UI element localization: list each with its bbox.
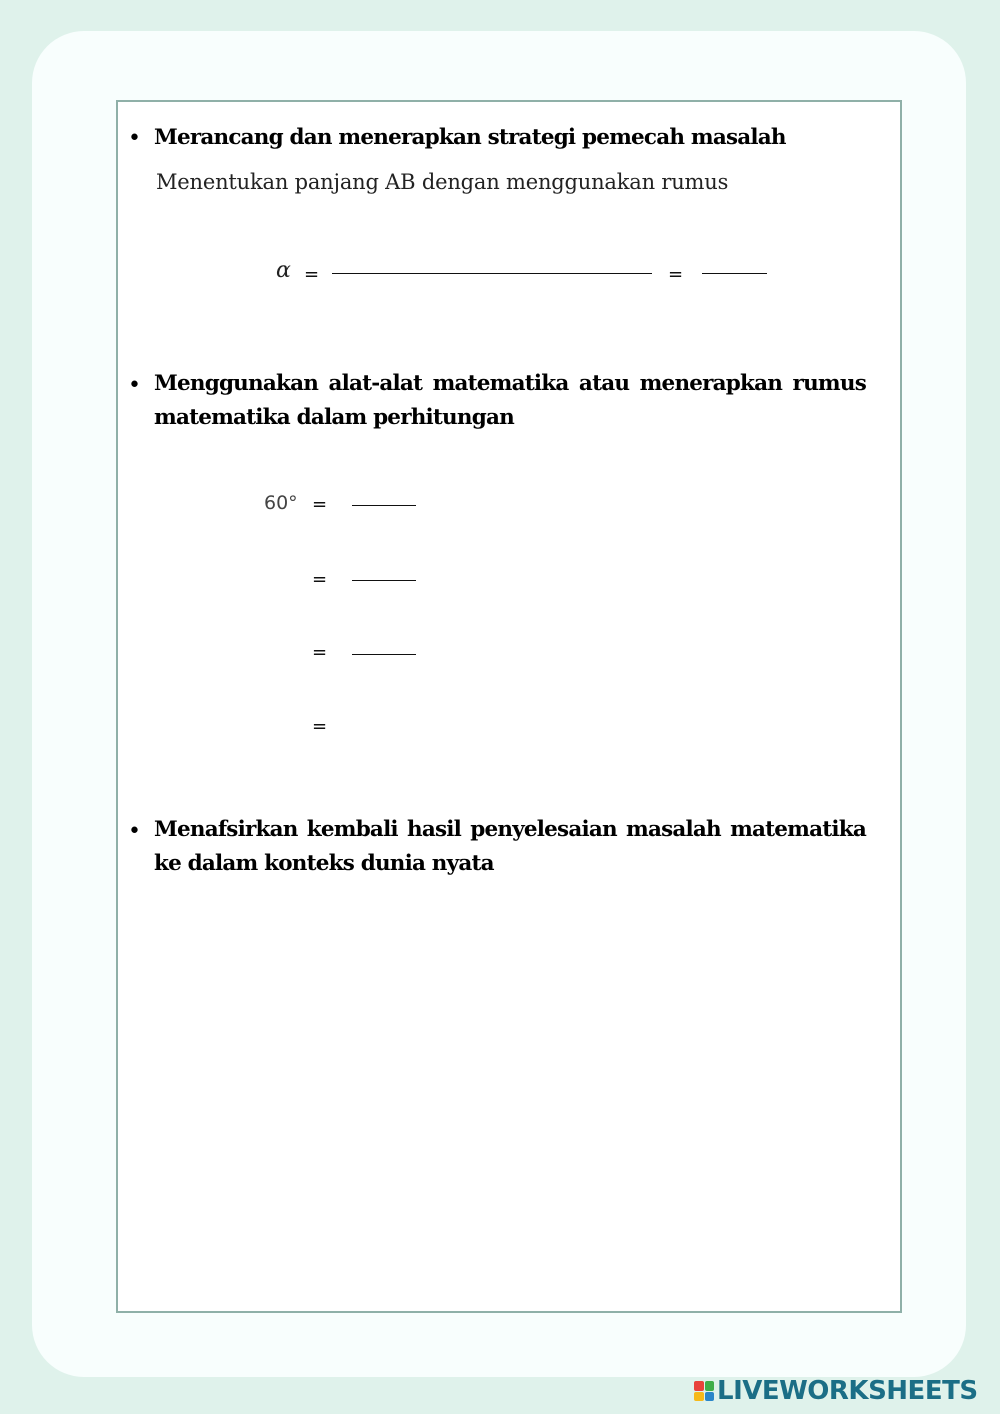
formula2-equals-3: = — [312, 642, 328, 663]
logo-mark-icon — [694, 1381, 714, 1401]
formula1-equals-1: = — [304, 264, 320, 285]
formula1-equals-2: = — [668, 264, 684, 285]
formula2-equals-1: = — [312, 494, 328, 515]
angle-60: 60° — [264, 492, 298, 514]
formula1-answer-line-1[interactable] — [332, 273, 652, 274]
logo-square-red — [694, 1381, 704, 1391]
section-1-subtext: Menentukan panjang AB dengan menggunakan rumus — [156, 170, 729, 194]
formula2-answer-line-2[interactable] — [352, 580, 416, 581]
bullet-3: • — [128, 819, 141, 844]
section-3-heading: Menafsirkan kembali hasil penyelesaian masalah matematika ke dalam konteks dunia nyata — [154, 817, 866, 876]
formula2-equals-2: = — [312, 569, 328, 590]
bullet-2: • — [128, 373, 141, 398]
alpha-symbol: α — [276, 258, 291, 283]
logo-square-yellow — [694, 1392, 704, 1402]
logo-text: LIVEWORKSHEETS — [717, 1376, 978, 1406]
formula2-answer-line-1[interactable] — [352, 505, 416, 506]
liveworksheets-logo[interactable] — [694, 1376, 978, 1406]
logo-square-green — [705, 1381, 715, 1391]
worksheet-frame — [116, 100, 902, 1313]
formula2-answer-line-3[interactable] — [352, 654, 416, 655]
section-2-heading: Menggunakan alat-alat matematika atau menerapkan rumus matematika dalam perhitungan — [154, 371, 866, 430]
formula1-answer-line-2[interactable] — [702, 273, 767, 274]
bullet-1: • — [128, 126, 141, 151]
logo-square-blue — [705, 1392, 715, 1402]
section-1-heading: Merancang dan menerapkan strategi pemecah masalah — [154, 125, 786, 150]
formula2-equals-4: = — [312, 716, 328, 737]
